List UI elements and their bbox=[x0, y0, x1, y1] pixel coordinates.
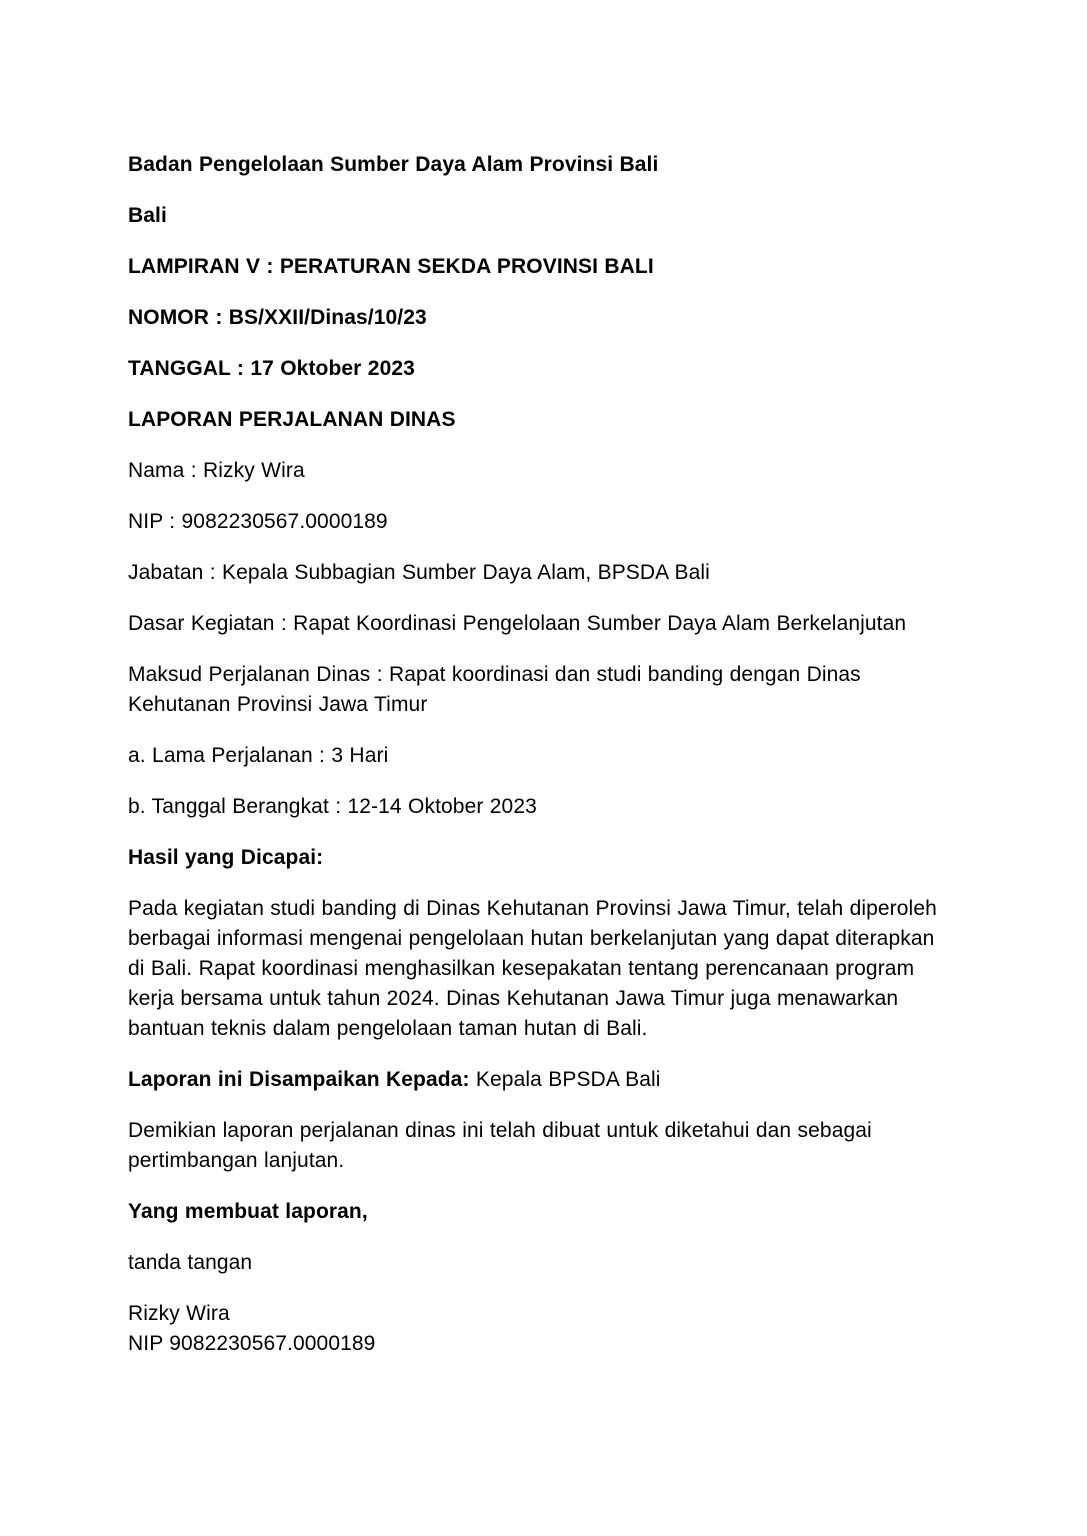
disampaikan-kepada-value: Kepala BPSDA Bali bbox=[475, 1068, 661, 1091]
field-jabatan: Jabatan : Kepala Subbagian Sumber Daya Alam, BPSDA Bali bbox=[128, 561, 710, 584]
document-title: LAPORAN PERJALANAN DINAS bbox=[128, 408, 456, 431]
field-nip: NIP : 9082230567.0000189 bbox=[128, 510, 388, 533]
lampiran-line: LAMPIRAN V : PERATURAN SEKDA PROVINSI BALI bbox=[128, 255, 654, 278]
signature-placeholder: tanda tangan bbox=[128, 1251, 253, 1274]
field-nama: Nama : Rizky Wira bbox=[128, 459, 305, 482]
penutup-paragraph: Demikian laporan perjalanan dinas ini telah dibuat untuk diketahui dan sebagai pertimbangan lanjutan. bbox=[128, 1119, 872, 1172]
field-dasar-kegiatan: Dasar Kegiatan : Rapat Koordinasi Pengelolaan Sumber Daya Alam Berkelanjutan bbox=[128, 612, 907, 635]
signer-name: Rizky Wira bbox=[128, 1302, 230, 1325]
signer-nip: NIP 9082230567.0000189 bbox=[128, 1332, 376, 1355]
region-name: Bali bbox=[128, 204, 167, 227]
field-lama-perjalanan: a. Lama Perjalanan : 3 Hari bbox=[128, 744, 389, 767]
disampaikan-kepada-label: Laporan ini Disampaikan Kepada: bbox=[128, 1068, 470, 1091]
nomor-line: NOMOR : BS/XXII/Dinas/10/23 bbox=[128, 306, 427, 329]
tanggal-line: TANGGAL : 17 Oktober 2023 bbox=[128, 357, 415, 380]
organization-name: Badan Pengelolaan Sumber Daya Alam Provinsi Bali bbox=[128, 153, 659, 176]
hasil-body: Pada kegiatan studi banding di Dinas Kehutanan Provinsi Jawa Timur, telah diperoleh berbagai informasi mengenai pengelolaan hutan berkelanjutan yang dapat diterapkan di Bali. Rapat koordinasi menghasilkan kesepakatan tentang perencanaan program kerja bersama untuk tahun 2024. Dinas Kehutanan Jawa Timur juga menawarkan bantuan teknis dalam pengelolaan taman hutan di Bali. bbox=[128, 897, 937, 1040]
signature-heading: Yang membuat laporan, bbox=[128, 1200, 368, 1223]
signer-block bbox=[128, 1299, 940, 1359]
field-tanggal-berangkat: b. Tanggal Berangkat : 12-14 Oktober 2023 bbox=[128, 795, 537, 818]
hasil-heading: Hasil yang Dicapai: bbox=[128, 846, 324, 869]
document-body bbox=[128, 150, 940, 1359]
field-maksud-perjalanan: Maksud Perjalanan Dinas : Rapat koordinasi dan studi banding dengan Dinas Kehutanan Provinsi Jawa Timur bbox=[128, 663, 861, 716]
disampaikan-kepada-line bbox=[128, 1065, 940, 1095]
